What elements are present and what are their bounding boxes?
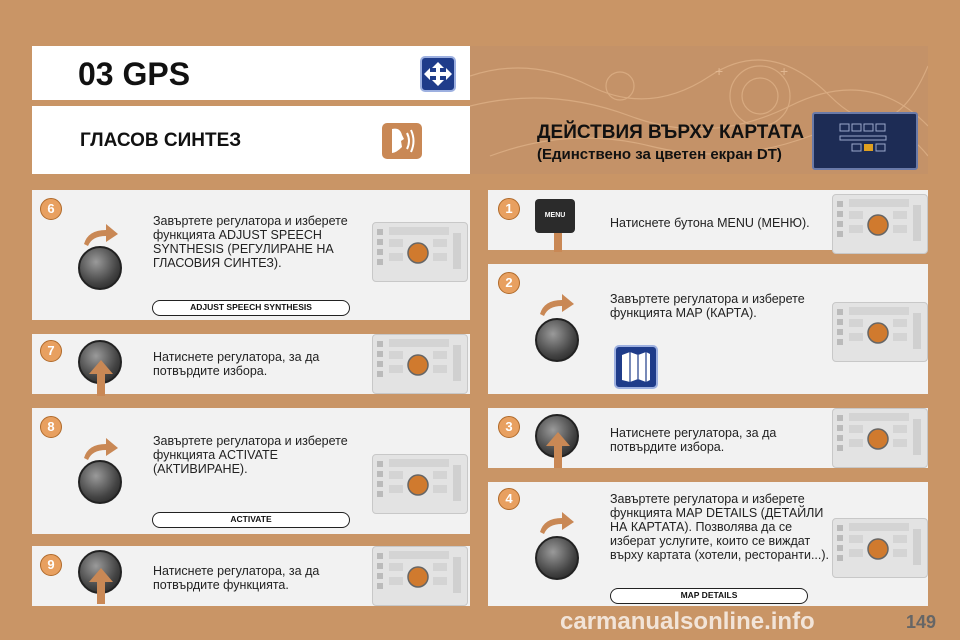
dial-knob [535, 318, 579, 362]
map-section-subtitle: (Единствено за цветен екран DT) [537, 146, 782, 163]
rotate-arrow-icon [80, 436, 120, 460]
page-title: 03 GPS [78, 56, 191, 92]
map-section-title: ДЕЙСТВИЯ ВЪРХУ КАРТАТА [537, 122, 805, 143]
step-text: Натиснете регулатора, за да потвърдите функцията. [153, 564, 320, 592]
step-number: 8 [40, 416, 62, 438]
rotate-arrow-icon [80, 222, 120, 246]
radio-unit-drawing [373, 547, 469, 607]
step-text: Натиснете регулатора, за да потвърдите избора. [610, 426, 777, 454]
step-number: 2 [498, 272, 520, 294]
step-number: 6 [40, 198, 62, 220]
rotate-arrow-icon [536, 510, 576, 534]
svg-text:+: + [780, 63, 789, 79]
menu-option-pill: ACTIVATE [152, 512, 350, 528]
radio-unit-thumbnail [372, 454, 468, 514]
radio-unit-thumbnail [832, 408, 928, 468]
step-text: Завъртете регулатора и изберете функцията MAP DETAILS (ДЕТАЙЛИ НА КАРТАТА). Позволява да се изберат услугите, които се виждат върху картата (хотели, ресторанти...). [610, 492, 830, 562]
color-screen-thumbnail [812, 112, 918, 170]
push-arrow-icon [89, 568, 113, 604]
svg-text:+: + [715, 63, 724, 79]
radio-unit-thumbnail [832, 194, 928, 254]
step-number: 3 [498, 416, 520, 438]
dial-knob [535, 536, 579, 580]
menu-option-pill: ADJUST SPEECH SYNTHESIS [152, 300, 350, 316]
radio-unit-drawing [833, 519, 929, 579]
radio-unit-drawing [373, 335, 469, 395]
dial-knob [78, 460, 122, 504]
step-number: 9 [40, 554, 62, 576]
radio-unit-thumbnail [372, 546, 468, 606]
map-icon [614, 345, 658, 389]
step-text: Завъртете регулатора и изберете функцията ADJUST SPEECH SYNTHESIS (РЕГУЛИРАНЕ НА ГЛАСОВИЯ СИНТЕЗ). [153, 214, 348, 270]
speaking-head-icon [382, 123, 422, 159]
rotate-arrow-icon [536, 292, 576, 316]
page-number: 149 [906, 612, 937, 632]
radio-unit-drawing [833, 195, 929, 255]
step-text: Завъртете регулатора и изберете функцията MAP (КАРТА). [610, 292, 805, 320]
step-text: Натиснете бутона MENU (МЕНЮ). [610, 216, 810, 230]
radio-unit-thumbnail [832, 518, 928, 578]
push-arrow-icon [546, 432, 570, 468]
speech-section-title: ГЛАСОВ СИНТЕЗ [80, 130, 242, 151]
radio-unit-thumbnail [832, 302, 928, 362]
dial-knob [78, 246, 122, 290]
push-arrow-icon [89, 360, 113, 396]
radio-unit-drawing [373, 455, 469, 515]
radio-unit-thumbnail [372, 222, 468, 282]
step-number: 4 [498, 488, 520, 510]
menu-option-pill: MAP DETAILS [610, 588, 808, 604]
radio-unit-thumbnail [372, 334, 468, 394]
navigation-arrows-icon [420, 56, 456, 92]
step-text: Натиснете регулатора, за да потвърдите избора. [153, 350, 320, 378]
menu-button: MENU [535, 199, 575, 233]
radio-unit-drawing [373, 223, 469, 283]
radio-unit-drawing [833, 303, 929, 363]
step-number: 7 [40, 340, 62, 362]
radio-unit-drawing [833, 409, 929, 469]
watermark: carmanualsonline.info [560, 608, 815, 635]
step-number: 1 [498, 198, 520, 220]
step-text: Завъртете регулатора и изберете функцията ACTIVATE (АКТИВИРАНЕ). [153, 434, 348, 476]
